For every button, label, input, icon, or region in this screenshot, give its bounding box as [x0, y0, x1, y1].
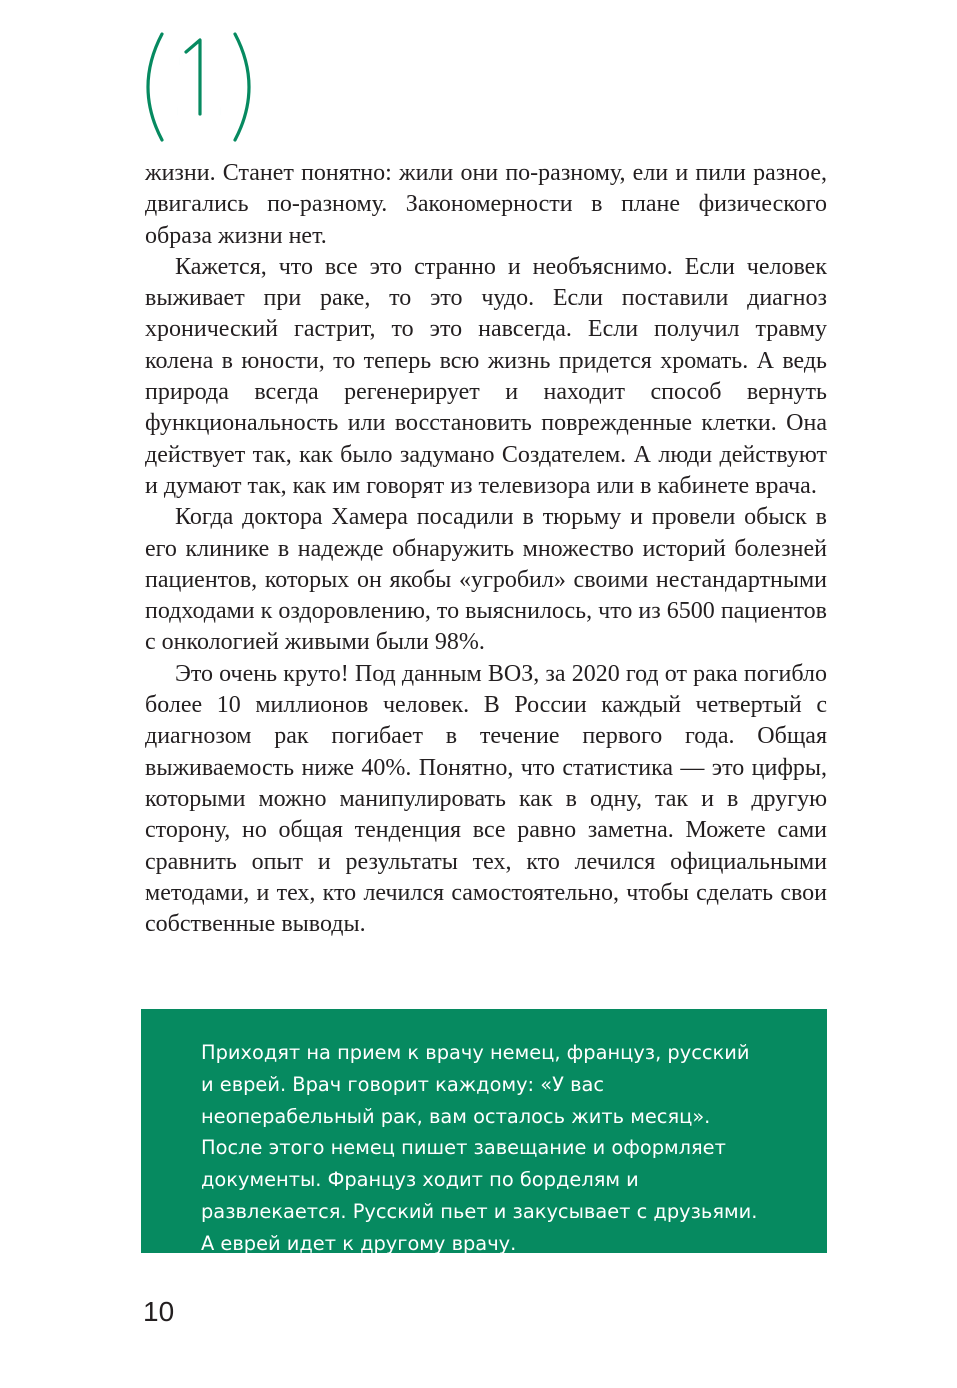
joke-callout-box — [141, 1009, 827, 1253]
paragraph: жизни. Станет понятно: жили они по-разному, ели и пили разное, двигались по-разному. Закономерности в плане физического образа жизни нет. — [145, 160, 827, 249]
chapter-left-paren — [148, 34, 162, 140]
page-number: 10 — [143, 1296, 175, 1327]
chapter-number-graphic — [140, 22, 260, 152]
paragraph: Это очень круто! Под данным ВОЗ, за 2020 год от рака погибло более 10 миллионов человек. В России каждый четвертый с диагнозом рак погибает в течение первого года. Общая выживаемость ниже 40%. Понятно, что статистика — это цифры, которыми можно манипулировать как в одну, так и в другую сторону, но общая тенденция все равно заметна. Можете сами сравнить опыт и результаты тех, кто лечился официальными методами, и тех, кто лечился самостоятельно, чтобы сделать свои собственные выводы. — [145, 660, 827, 938]
chapter-number-mark — [140, 22, 260, 152]
paragraph: Когда доктора Хамера посадили в тюрьму и провели обыск в его клинике в надежде обнаружить множество историй болезней пациентов, которых он якобы «угробил» своими нестандартными подходами к оздоровлению, то выяснилось, что из 6500 пациентов с онкологией живыми были 98%. — [145, 504, 827, 656]
chapter-number-text: 1 — [170, 25, 226, 137]
body-text — [145, 158, 827, 940]
paragraph: Кажется, что все это странно и необъяснимо. Если человек выживает при раке, то это чудо. Если поставили диагноз хронический гастрит, то это навсегда. Если получил травму колена в юности, то теперь всю жизнь придется хромать. А ведь природа всегда регенерирует и находит способ вернуть функциональность или восстановить поврежденные клетки. Она действует так, как было задумано Создателем. А люди действуют и думают так, как им говорят из телевизора или в кабинете врача. — [145, 253, 827, 499]
callout-text: Приходят на прием к врачу немец, француз, русский и еврей. Врач говорит каждому: «У вас неоперабельный рак, вам осталось жить месяц». После этого немец пишет завещание и оформляет документы. Француз ходит по борделям и развлекается. Русский пьет и закусывает с друзьями. А еврей идет к другому врачу. — [201, 1041, 758, 1255]
chapter-right-paren — [235, 34, 249, 140]
